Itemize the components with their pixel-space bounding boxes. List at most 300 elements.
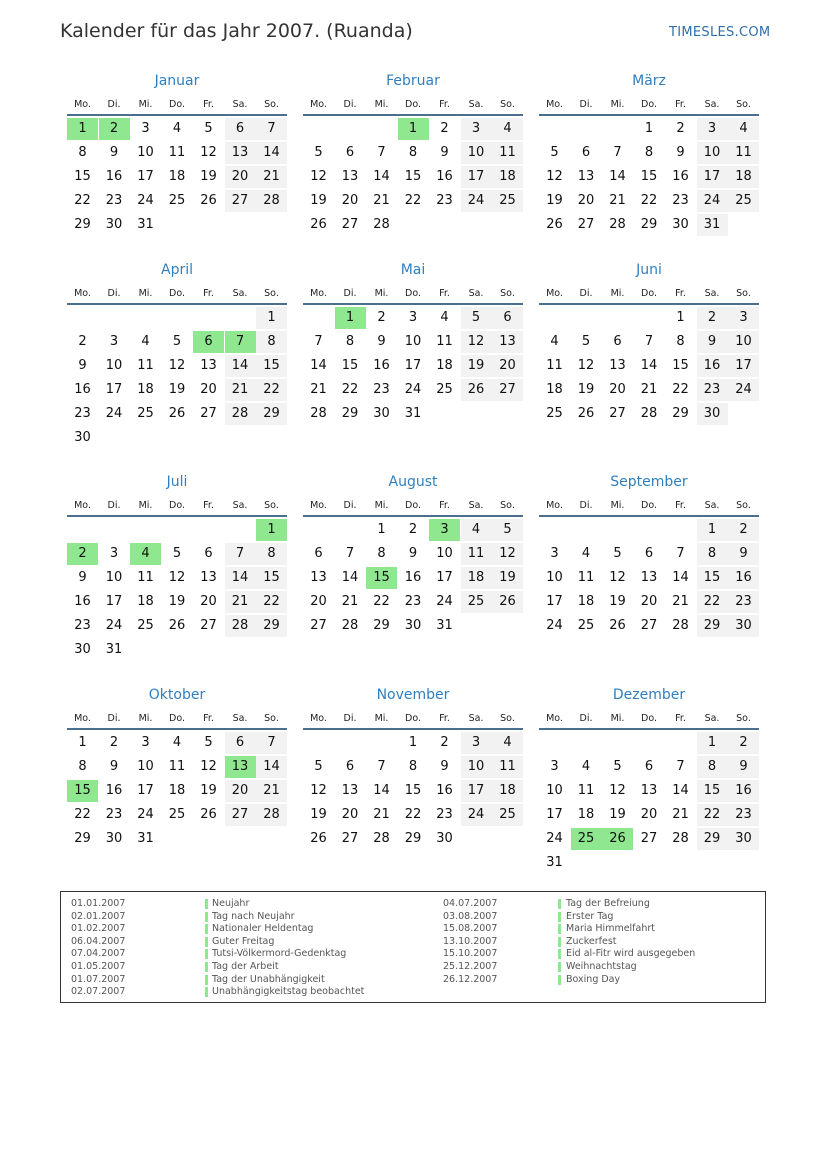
day-cell[interactable]: 7 bbox=[676, 546, 685, 561]
day-cell[interactable]: 18 bbox=[577, 594, 595, 609]
day-cell[interactable]: 24 bbox=[105, 406, 123, 421]
day-cell[interactable]: 22 bbox=[672, 382, 689, 397]
day-cell[interactable]: 21 bbox=[609, 193, 626, 208]
day-cell[interactable]: 14 bbox=[225, 567, 256, 589]
day-cell[interactable]: 15 bbox=[640, 169, 658, 184]
day-cell[interactable]: 19 bbox=[200, 169, 217, 184]
day-cell[interactable]: 23 bbox=[697, 379, 728, 401]
day-cell[interactable]: 20 bbox=[200, 594, 217, 609]
day-cell[interactable]: 9 bbox=[408, 546, 418, 561]
day-cell[interactable]: 2 bbox=[408, 522, 418, 537]
day-cell[interactable]: 3 bbox=[408, 310, 418, 325]
day-cell[interactable]: 17 bbox=[728, 355, 759, 377]
day-cell[interactable]: 4 bbox=[581, 546, 591, 561]
day-cell[interactable]: 20 bbox=[609, 382, 626, 397]
day-cell[interactable]: 13 bbox=[310, 570, 327, 585]
day-cell[interactable]: 24 bbox=[105, 618, 123, 633]
day-cell[interactable]: 11 bbox=[546, 358, 563, 373]
day-cell[interactable]: 22 bbox=[74, 193, 91, 208]
day-cell[interactable]: 22 bbox=[697, 804, 728, 826]
day-cell[interactable]: 16 bbox=[697, 355, 728, 377]
day-cell[interactable]: 21 bbox=[672, 594, 689, 609]
day-cell[interactable]: 25 bbox=[461, 591, 492, 613]
day-cell[interactable]: 3 bbox=[141, 735, 150, 750]
day-cell[interactable]: 29 bbox=[74, 831, 91, 846]
day-cell[interactable]: 15 bbox=[256, 355, 287, 377]
day-cell[interactable]: 13 bbox=[609, 358, 626, 373]
day-cell[interactable]: 26 bbox=[168, 618, 186, 633]
holiday-day-cell[interactable]: 25 bbox=[571, 828, 602, 850]
day-cell[interactable]: 24 bbox=[461, 804, 492, 826]
day-cell[interactable]: 29 bbox=[672, 406, 689, 421]
day-cell[interactable]: 18 bbox=[577, 807, 595, 822]
day-cell[interactable]: 27 bbox=[310, 618, 327, 633]
day-cell[interactable]: 28 bbox=[310, 406, 327, 421]
day-cell[interactable]: 1 bbox=[408, 735, 418, 750]
day-cell[interactable]: 15 bbox=[672, 358, 689, 373]
day-cell[interactable]: 6 bbox=[644, 759, 654, 774]
day-cell[interactable]: 11 bbox=[168, 759, 186, 774]
day-cell[interactable]: 28 bbox=[341, 618, 359, 633]
day-cell[interactable]: 9 bbox=[440, 759, 449, 774]
day-cell[interactable]: 14 bbox=[256, 756, 287, 778]
day-cell[interactable]: 6 bbox=[314, 546, 323, 561]
day-cell[interactable]: 21 bbox=[256, 780, 287, 802]
day-cell[interactable]: 9 bbox=[109, 145, 119, 160]
day-cell[interactable]: 23 bbox=[436, 807, 453, 822]
day-cell[interactable]: 28 bbox=[373, 831, 390, 846]
day-cell[interactable]: 23 bbox=[436, 193, 453, 208]
day-cell[interactable]: 12 bbox=[577, 358, 595, 373]
day-cell[interactable]: 12 bbox=[492, 543, 523, 565]
day-cell[interactable]: 1 bbox=[256, 307, 287, 329]
day-cell[interactable]: 29 bbox=[697, 828, 728, 850]
holiday-day-cell[interactable]: 7 bbox=[225, 331, 256, 353]
day-cell[interactable]: 3 bbox=[550, 759, 559, 774]
holiday-day-cell[interactable]: 1 bbox=[67, 118, 98, 140]
day-cell[interactable]: 19 bbox=[546, 193, 563, 208]
holiday-day-cell[interactable]: 2 bbox=[67, 543, 98, 565]
day-cell[interactable]: 21 bbox=[672, 807, 689, 822]
day-cell[interactable]: 14 bbox=[640, 358, 658, 373]
day-cell[interactable]: 31 bbox=[105, 642, 123, 657]
day-cell[interactable]: 13 bbox=[341, 169, 359, 184]
day-cell[interactable]: 3 bbox=[728, 307, 759, 329]
day-cell[interactable]: 3 bbox=[109, 546, 119, 561]
day-cell[interactable]: 10 bbox=[546, 570, 563, 585]
day-cell[interactable]: 22 bbox=[74, 807, 91, 822]
day-cell[interactable]: 31 bbox=[697, 214, 728, 236]
day-cell[interactable]: 16 bbox=[373, 358, 390, 373]
day-cell[interactable]: 12 bbox=[461, 331, 492, 353]
day-cell[interactable]: 3 bbox=[697, 118, 728, 140]
day-cell[interactable]: 3 bbox=[461, 732, 492, 754]
day-cell[interactable]: 9 bbox=[440, 145, 449, 160]
day-cell[interactable]: 30 bbox=[373, 406, 390, 421]
day-cell[interactable]: 4 bbox=[141, 334, 150, 349]
day-cell[interactable]: 16 bbox=[74, 382, 91, 397]
day-cell[interactable]: 7 bbox=[377, 145, 386, 160]
day-cell[interactable]: 17 bbox=[546, 594, 563, 609]
day-cell[interactable]: 1 bbox=[644, 121, 654, 136]
day-cell[interactable]: 6 bbox=[345, 759, 355, 774]
day-cell[interactable]: 19 bbox=[577, 382, 595, 397]
day-cell[interactable]: 30 bbox=[436, 831, 453, 846]
day-cell[interactable]: 30 bbox=[105, 831, 123, 846]
day-cell[interactable]: 21 bbox=[256, 166, 287, 188]
day-cell[interactable]: 13 bbox=[341, 783, 359, 798]
day-cell[interactable]: 30 bbox=[728, 615, 759, 637]
day-cell[interactable]: 25 bbox=[436, 382, 453, 397]
day-cell[interactable]: 16 bbox=[74, 594, 91, 609]
day-cell[interactable]: 20 bbox=[225, 780, 256, 802]
day-cell[interactable]: 26 bbox=[168, 406, 186, 421]
day-cell[interactable]: 24 bbox=[137, 807, 154, 822]
day-cell[interactable]: 3 bbox=[141, 121, 150, 136]
day-cell[interactable]: 10 bbox=[404, 334, 422, 349]
day-cell[interactable]: 6 bbox=[613, 334, 622, 349]
day-cell[interactable]: 31 bbox=[137, 831, 154, 846]
day-cell[interactable]: 4 bbox=[581, 759, 591, 774]
day-cell[interactable]: 25 bbox=[492, 190, 523, 212]
day-cell[interactable]: 23 bbox=[404, 594, 422, 609]
day-cell[interactable]: 5 bbox=[204, 121, 213, 136]
day-cell[interactable]: 5 bbox=[314, 759, 323, 774]
day-cell[interactable]: 5 bbox=[613, 546, 622, 561]
day-cell[interactable]: 26 bbox=[546, 217, 563, 232]
day-cell[interactable]: 17 bbox=[461, 166, 492, 188]
day-cell[interactable]: 19 bbox=[310, 807, 327, 822]
day-cell[interactable]: 2 bbox=[728, 519, 759, 541]
day-cell[interactable]: 8 bbox=[676, 334, 685, 349]
day-cell[interactable]: 5 bbox=[581, 334, 591, 349]
day-cell[interactable]: 22 bbox=[373, 594, 390, 609]
day-cell[interactable]: 21 bbox=[373, 807, 390, 822]
day-cell[interactable]: 26 bbox=[310, 217, 327, 232]
day-cell[interactable]: 26 bbox=[310, 831, 327, 846]
day-cell[interactable]: 17 bbox=[436, 570, 453, 585]
day-cell[interactable]: 24 bbox=[461, 190, 492, 212]
day-cell[interactable]: 6 bbox=[581, 145, 591, 160]
day-cell[interactable]: 22 bbox=[404, 807, 422, 822]
day-cell[interactable]: 13 bbox=[640, 783, 658, 798]
day-cell[interactable]: 4 bbox=[492, 118, 523, 140]
day-cell[interactable]: 14 bbox=[609, 169, 626, 184]
day-cell[interactable]: 27 bbox=[225, 190, 256, 212]
day-cell[interactable]: 19 bbox=[200, 783, 217, 798]
day-cell[interactable]: 14 bbox=[373, 169, 390, 184]
day-cell[interactable]: 8 bbox=[256, 543, 287, 565]
day-cell[interactable]: 1 bbox=[78, 735, 87, 750]
day-cell[interactable]: 22 bbox=[640, 193, 658, 208]
day-cell[interactable]: 3 bbox=[550, 546, 559, 561]
day-cell[interactable]: 8 bbox=[644, 145, 654, 160]
day-cell[interactable]: 9 bbox=[728, 756, 759, 778]
day-cell[interactable]: 5 bbox=[550, 145, 559, 160]
day-cell[interactable]: 10 bbox=[461, 142, 492, 164]
day-cell[interactable]: 4 bbox=[172, 121, 182, 136]
day-cell[interactable]: 14 bbox=[225, 355, 256, 377]
day-cell[interactable]: 10 bbox=[137, 759, 154, 774]
day-cell[interactable]: 12 bbox=[168, 570, 186, 585]
day-cell[interactable]: 22 bbox=[256, 591, 287, 613]
day-cell[interactable]: 22 bbox=[404, 193, 422, 208]
day-cell[interactable]: 18 bbox=[168, 169, 186, 184]
day-cell[interactable]: 19 bbox=[609, 594, 626, 609]
day-cell[interactable]: 14 bbox=[672, 570, 689, 585]
day-cell[interactable]: 17 bbox=[105, 382, 123, 397]
day-cell[interactable]: 27 bbox=[640, 618, 658, 633]
day-cell[interactable]: 19 bbox=[310, 193, 327, 208]
day-cell[interactable]: 12 bbox=[200, 145, 217, 160]
day-cell[interactable]: 25 bbox=[137, 618, 154, 633]
day-cell[interactable]: 17 bbox=[137, 783, 154, 798]
day-cell[interactable]: 29 bbox=[341, 406, 359, 421]
day-cell[interactable]: 30 bbox=[74, 642, 91, 657]
day-cell[interactable]: 7 bbox=[377, 759, 386, 774]
day-cell[interactable]: 13 bbox=[200, 358, 217, 373]
day-cell[interactable]: 12 bbox=[168, 358, 186, 373]
day-cell[interactable]: 1 bbox=[697, 732, 728, 754]
day-cell[interactable]: 22 bbox=[256, 379, 287, 401]
holiday-day-cell[interactable]: 2 bbox=[99, 118, 130, 140]
day-cell[interactable]: 26 bbox=[200, 807, 217, 822]
day-cell[interactable]: 1 bbox=[377, 522, 386, 537]
day-cell[interactable]: 7 bbox=[314, 334, 323, 349]
day-cell[interactable]: 19 bbox=[609, 807, 626, 822]
day-cell[interactable]: 4 bbox=[461, 519, 492, 541]
day-cell[interactable]: 21 bbox=[640, 382, 658, 397]
day-cell[interactable]: 23 bbox=[74, 618, 91, 633]
day-cell[interactable]: 23 bbox=[105, 193, 123, 208]
day-cell[interactable]: 21 bbox=[225, 379, 256, 401]
day-cell[interactable]: 17 bbox=[137, 169, 154, 184]
holiday-day-cell[interactable]: 26 bbox=[602, 828, 633, 850]
day-cell[interactable]: 12 bbox=[310, 783, 327, 798]
day-cell[interactable]: 10 bbox=[137, 145, 154, 160]
day-cell[interactable]: 14 bbox=[256, 142, 287, 164]
day-cell[interactable]: 2 bbox=[676, 121, 685, 136]
day-cell[interactable]: 17 bbox=[105, 594, 123, 609]
day-cell[interactable]: 5 bbox=[492, 519, 523, 541]
day-cell[interactable]: 29 bbox=[256, 615, 287, 637]
day-cell[interactable]: 26 bbox=[200, 193, 217, 208]
day-cell[interactable]: 9 bbox=[676, 145, 685, 160]
day-cell[interactable]: 15 bbox=[256, 567, 287, 589]
day-cell[interactable]: 10 bbox=[728, 331, 759, 353]
day-cell[interactable]: 8 bbox=[408, 145, 418, 160]
day-cell[interactable]: 2 bbox=[697, 307, 728, 329]
day-cell[interactable]: 13 bbox=[200, 570, 217, 585]
day-cell[interactable]: 25 bbox=[137, 406, 154, 421]
holiday-day-cell[interactable]: 13 bbox=[225, 756, 256, 778]
day-cell[interactable]: 9 bbox=[109, 759, 119, 774]
day-cell[interactable]: 12 bbox=[609, 783, 626, 798]
day-cell[interactable]: 18 bbox=[137, 594, 154, 609]
day-cell[interactable]: 11 bbox=[168, 145, 186, 160]
day-cell[interactable]: 9 bbox=[78, 570, 87, 585]
day-cell[interactable]: 28 bbox=[672, 618, 689, 633]
day-cell[interactable]: 25 bbox=[168, 807, 186, 822]
day-cell[interactable]: 29 bbox=[74, 217, 91, 232]
day-cell[interactable]: 15 bbox=[697, 567, 728, 589]
day-cell[interactable]: 4 bbox=[172, 735, 182, 750]
day-cell[interactable]: 6 bbox=[225, 118, 256, 140]
day-cell[interactable]: 11 bbox=[728, 142, 759, 164]
day-cell[interactable]: 26 bbox=[577, 406, 595, 421]
day-cell[interactable]: 16 bbox=[436, 169, 453, 184]
day-cell[interactable]: 30 bbox=[728, 828, 759, 850]
day-cell[interactable]: 2 bbox=[440, 735, 449, 750]
day-cell[interactable]: 28 bbox=[672, 831, 689, 846]
day-cell[interactable]: 31 bbox=[436, 618, 453, 633]
day-cell[interactable]: 19 bbox=[168, 594, 186, 609]
day-cell[interactable]: 15 bbox=[404, 783, 422, 798]
day-cell[interactable]: 23 bbox=[672, 193, 689, 208]
day-cell[interactable]: 20 bbox=[341, 807, 359, 822]
day-cell[interactable]: 11 bbox=[492, 756, 523, 778]
day-cell[interactable]: 2 bbox=[78, 334, 87, 349]
day-cell[interactable]: 7 bbox=[644, 334, 654, 349]
holiday-day-cell[interactable]: 6 bbox=[193, 331, 224, 353]
day-cell[interactable]: 10 bbox=[436, 546, 453, 561]
day-cell[interactable]: 5 bbox=[172, 334, 182, 349]
day-cell[interactable]: 6 bbox=[644, 546, 654, 561]
day-cell[interactable]: 19 bbox=[168, 382, 186, 397]
day-cell[interactable]: 18 bbox=[728, 166, 759, 188]
holiday-day-cell[interactable]: 15 bbox=[366, 567, 397, 589]
day-cell[interactable]: 10 bbox=[105, 570, 123, 585]
day-cell[interactable]: 31 bbox=[546, 855, 563, 870]
day-cell[interactable]: 17 bbox=[404, 358, 422, 373]
day-cell[interactable]: 20 bbox=[640, 807, 658, 822]
day-cell[interactable]: 25 bbox=[577, 618, 595, 633]
day-cell[interactable]: 7 bbox=[256, 118, 287, 140]
day-cell[interactable]: 10 bbox=[461, 756, 492, 778]
day-cell[interactable]: 10 bbox=[697, 142, 728, 164]
day-cell[interactable]: 5 bbox=[461, 307, 492, 329]
day-cell[interactable]: 16 bbox=[672, 169, 689, 184]
day-cell[interactable]: 16 bbox=[436, 783, 453, 798]
day-cell[interactable]: 11 bbox=[137, 358, 154, 373]
day-cell[interactable]: 23 bbox=[373, 382, 390, 397]
day-cell[interactable]: 11 bbox=[137, 570, 154, 585]
day-cell[interactable]: 14 bbox=[373, 783, 390, 798]
day-cell[interactable]: 23 bbox=[728, 804, 759, 826]
day-cell[interactable]: 18 bbox=[137, 382, 154, 397]
day-cell[interactable]: 5 bbox=[172, 546, 182, 561]
day-cell[interactable]: 19 bbox=[461, 355, 492, 377]
day-cell[interactable]: 15 bbox=[404, 169, 422, 184]
day-cell[interactable]: 30 bbox=[697, 403, 728, 425]
day-cell[interactable]: 16 bbox=[105, 169, 123, 184]
day-cell[interactable]: 8 bbox=[78, 759, 87, 774]
day-cell[interactable]: 26 bbox=[461, 379, 492, 401]
day-cell[interactable]: 10 bbox=[105, 358, 123, 373]
day-cell[interactable]: 3 bbox=[109, 334, 119, 349]
day-cell[interactable]: 16 bbox=[728, 567, 759, 589]
day-cell[interactable]: 22 bbox=[697, 591, 728, 613]
day-cell[interactable]: 2 bbox=[440, 121, 449, 136]
day-cell[interactable]: 2 bbox=[728, 732, 759, 754]
day-cell[interactable]: 8 bbox=[408, 759, 418, 774]
day-cell[interactable]: 29 bbox=[256, 403, 287, 425]
day-cell[interactable]: 23 bbox=[105, 807, 123, 822]
day-cell[interactable]: 14 bbox=[341, 570, 359, 585]
day-cell[interactable]: 8 bbox=[697, 543, 728, 565]
day-cell[interactable]: 30 bbox=[404, 618, 422, 633]
day-cell[interactable]: 27 bbox=[577, 217, 595, 232]
day-cell[interactable]: 28 bbox=[256, 190, 287, 212]
day-cell[interactable]: 1 bbox=[697, 519, 728, 541]
day-cell[interactable]: 15 bbox=[341, 358, 359, 373]
day-cell[interactable]: 16 bbox=[404, 570, 422, 585]
day-cell[interactable]: 20 bbox=[200, 382, 217, 397]
day-cell[interactable]: 4 bbox=[440, 310, 449, 325]
day-cell[interactable]: 7 bbox=[676, 759, 685, 774]
day-cell[interactable]: 30 bbox=[672, 217, 689, 232]
day-cell[interactable]: 2 bbox=[377, 310, 386, 325]
day-cell[interactable]: 9 bbox=[377, 334, 386, 349]
day-cell[interactable]: 13 bbox=[492, 331, 523, 353]
day-cell[interactable]: 25 bbox=[168, 193, 186, 208]
day-cell[interactable]: 9 bbox=[697, 331, 728, 353]
day-cell[interactable]: 24 bbox=[728, 379, 759, 401]
day-cell[interactable]: 8 bbox=[697, 756, 728, 778]
day-cell[interactable]: 21 bbox=[310, 382, 327, 397]
day-cell[interactable]: 20 bbox=[341, 193, 359, 208]
day-cell[interactable]: 28 bbox=[225, 615, 256, 637]
day-cell[interactable]: 20 bbox=[492, 355, 523, 377]
day-cell[interactable]: 16 bbox=[105, 783, 123, 798]
day-cell[interactable]: 12 bbox=[546, 169, 563, 184]
day-cell[interactable]: 5 bbox=[613, 759, 622, 774]
holiday-day-cell[interactable]: 4 bbox=[130, 543, 161, 565]
day-cell[interactable]: 11 bbox=[577, 783, 595, 798]
day-cell[interactable]: 29 bbox=[404, 831, 422, 846]
day-cell[interactable]: 29 bbox=[373, 618, 390, 633]
day-cell[interactable]: 17 bbox=[461, 780, 492, 802]
day-cell[interactable]: 16 bbox=[728, 780, 759, 802]
day-cell[interactable]: 27 bbox=[200, 618, 217, 633]
day-cell[interactable]: 7 bbox=[225, 543, 256, 565]
day-cell[interactable]: 28 bbox=[256, 804, 287, 826]
day-cell[interactable]: 6 bbox=[345, 145, 355, 160]
day-cell[interactable]: 3 bbox=[461, 118, 492, 140]
day-cell[interactable]: 18 bbox=[168, 783, 186, 798]
day-cell[interactable]: 13 bbox=[640, 570, 658, 585]
day-cell[interactable]: 27 bbox=[492, 379, 523, 401]
day-cell[interactable]: 20 bbox=[640, 594, 658, 609]
day-cell[interactable]: 15 bbox=[697, 780, 728, 802]
day-cell[interactable]: 11 bbox=[492, 142, 523, 164]
day-cell[interactable]: 19 bbox=[492, 567, 523, 589]
day-cell[interactable]: 18 bbox=[492, 166, 523, 188]
day-cell[interactable]: 28 bbox=[373, 217, 390, 232]
day-cell[interactable]: 25 bbox=[546, 406, 563, 421]
day-cell[interactable]: 11 bbox=[577, 570, 595, 585]
day-cell[interactable]: 20 bbox=[225, 166, 256, 188]
day-cell[interactable]: 12 bbox=[310, 169, 327, 184]
day-cell[interactable]: 23 bbox=[728, 591, 759, 613]
day-cell[interactable]: 4 bbox=[728, 118, 759, 140]
day-cell[interactable]: 5 bbox=[204, 735, 213, 750]
day-cell[interactable]: 7 bbox=[345, 546, 355, 561]
day-cell[interactable]: 4 bbox=[550, 334, 559, 349]
day-cell[interactable]: 11 bbox=[436, 334, 453, 349]
day-cell[interactable]: 18 bbox=[461, 567, 492, 589]
day-cell[interactable]: 23 bbox=[74, 406, 91, 421]
